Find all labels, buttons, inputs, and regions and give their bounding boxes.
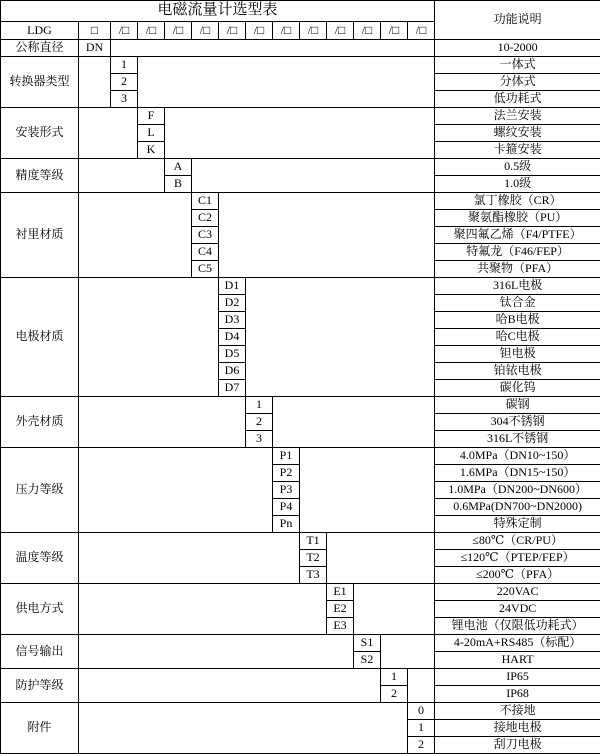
option-code: K — [138, 142, 165, 159]
option-code: D7 — [219, 380, 246, 397]
option-desc: 卡箍安装 — [435, 142, 600, 159]
model-slot: /□ — [327, 22, 354, 40]
category-label: 温度等级 — [1, 533, 79, 584]
option-code: E1 — [327, 584, 354, 601]
spacer-cell — [79, 108, 138, 159]
option-code: 1 — [111, 57, 138, 74]
option-desc: ≤120℃（PTEP/FEP） — [435, 550, 600, 567]
option-desc: 不接地 — [435, 703, 600, 720]
option-code: 2 — [246, 414, 273, 431]
option-code: C1 — [192, 193, 219, 210]
option-desc: 1.6MPa（DN15~150） — [435, 465, 600, 482]
spacer-cell — [327, 533, 435, 584]
option-desc: 1.0MPa（DN200~DN600） — [435, 482, 600, 499]
option-code: D4 — [219, 329, 246, 346]
option-desc: 哈C电极 — [435, 329, 600, 346]
option-code: D2 — [219, 295, 246, 312]
option-desc: 钛合金 — [435, 295, 600, 312]
category-label: 附件 — [1, 703, 79, 754]
model-slot: /□ — [111, 22, 138, 40]
spacer-cell — [79, 448, 273, 533]
category-label: 转换器类型 — [1, 57, 79, 108]
model-slot: /□ — [408, 22, 435, 40]
spacer-cell — [79, 703, 408, 754]
spacer-cell — [79, 669, 381, 703]
option-desc: 低功耗式 — [435, 91, 600, 108]
option-code: T2 — [300, 550, 327, 567]
option-desc: 316L电极 — [435, 278, 600, 295]
option-desc: ≤80℃（CR/PU） — [435, 533, 600, 550]
option-code: 1 — [408, 720, 435, 737]
table-title: 电磁流量计选型表 — [1, 1, 435, 22]
option-desc: 碳钢 — [435, 397, 600, 414]
option-code: D5 — [219, 346, 246, 363]
spacer-cell — [79, 278, 219, 397]
option-code: F — [138, 108, 165, 125]
option-code: 2 — [381, 686, 408, 703]
option-desc: 钽电极 — [435, 346, 600, 363]
spacer-cell — [192, 159, 435, 193]
option-desc: 0.5级 — [435, 159, 600, 176]
option-desc: 特氟龙（F46/FEP） — [435, 244, 600, 261]
spacer-cell — [354, 584, 435, 635]
option-code: 1 — [246, 397, 273, 414]
diameter-code: DN — [79, 40, 111, 57]
option-desc: 304不锈钢 — [435, 414, 600, 431]
category-label: 防护等级 — [1, 669, 79, 703]
option-code: 3 — [111, 91, 138, 108]
option-desc: 特殊定制 — [435, 516, 600, 533]
category-label: 精度等级 — [1, 159, 79, 193]
spacer-cell — [79, 57, 111, 108]
option-code: A — [165, 159, 192, 176]
spacer-cell — [165, 108, 435, 159]
model-slot: /□ — [300, 22, 327, 40]
option-code: C2 — [192, 210, 219, 227]
option-code: D1 — [219, 278, 246, 295]
option-desc: 316L不锈钢 — [435, 431, 600, 448]
option-code: 3 — [246, 431, 273, 448]
spacer-cell — [79, 397, 246, 448]
option-code: T1 — [300, 533, 327, 550]
option-code: E3 — [327, 618, 354, 635]
option-desc: 220VAC — [435, 584, 600, 601]
option-desc: 4.0MPa（DN10~150） — [435, 448, 600, 465]
option-code: D6 — [219, 363, 246, 380]
option-desc: 0.6MPa(DN700~DN2000) — [435, 499, 600, 516]
spacer-cell — [219, 193, 435, 278]
option-desc: 4-20mA+RS485（标配） — [435, 635, 600, 652]
option-code: Pn — [273, 516, 300, 533]
option-desc: 法兰安装 — [435, 108, 600, 125]
model-slot: /□ — [192, 22, 219, 40]
option-desc: 碳化钨 — [435, 380, 600, 397]
option-code: P4 — [273, 499, 300, 516]
option-desc: 螺纹安装 — [435, 125, 600, 142]
option-desc: 聚四氟乙烯（F4/PTFE） — [435, 227, 600, 244]
option-desc: 1.0级 — [435, 176, 600, 193]
option-desc: 刮刀电极 — [435, 737, 600, 754]
spacer-cell — [79, 635, 354, 669]
model-base-slot: □ — [79, 22, 111, 40]
option-desc: IP68 — [435, 686, 600, 703]
option-code: T3 — [300, 567, 327, 584]
option-code: P2 — [273, 465, 300, 482]
option-desc: 锂电池（仅限低功耗式） — [435, 618, 600, 635]
diameter-desc: 10-2000 — [435, 40, 600, 57]
spacer-cell — [300, 448, 435, 533]
spacer-cell — [408, 669, 435, 703]
model-slot: /□ — [354, 22, 381, 40]
category-label: 安装形式 — [1, 108, 79, 159]
spacer-cell — [111, 40, 435, 57]
option-desc: 哈B电极 — [435, 312, 600, 329]
option-code: S1 — [354, 635, 381, 652]
option-code: S2 — [354, 652, 381, 669]
model-slot: /□ — [138, 22, 165, 40]
function-column-header: 功能说明 — [435, 1, 600, 40]
model-slot: /□ — [219, 22, 246, 40]
spacer-cell — [79, 193, 192, 278]
option-code: C3 — [192, 227, 219, 244]
option-code: P1 — [273, 448, 300, 465]
model-slot: /□ — [246, 22, 273, 40]
option-code: C4 — [192, 244, 219, 261]
category-label: 信号输出 — [1, 635, 79, 669]
spacer-cell — [79, 533, 300, 584]
spacer-cell — [79, 584, 327, 635]
option-desc: 24VDC — [435, 601, 600, 618]
model-slot: /□ — [381, 22, 408, 40]
option-desc: IP65 — [435, 669, 600, 686]
option-code: 2 — [111, 74, 138, 91]
diameter-label: 公称直径 — [1, 40, 79, 57]
spacer-cell — [246, 278, 435, 397]
category-label: 电极材质 — [1, 278, 79, 397]
option-desc: HART — [435, 652, 600, 669]
spacer-cell — [79, 159, 165, 193]
category-label: 供电方式 — [1, 584, 79, 635]
spacer-cell — [381, 635, 435, 669]
model-prefix: LDG — [1, 22, 79, 40]
option-desc: 聚氨酯橡胶（PU） — [435, 210, 600, 227]
model-slot: /□ — [273, 22, 300, 40]
option-code: P3 — [273, 482, 300, 499]
option-code: 2 — [408, 737, 435, 754]
option-desc: ≤200℃（PFA） — [435, 567, 600, 584]
option-desc: 氯丁橡胶（CR） — [435, 193, 600, 210]
option-code: B — [165, 176, 192, 193]
category-label: 压力等级 — [1, 448, 79, 533]
option-desc: 接地电极 — [435, 720, 600, 737]
option-code: L — [138, 125, 165, 142]
option-desc: 分体式 — [435, 74, 600, 91]
spacer-cell — [273, 397, 435, 448]
option-desc: 共聚物（PFA） — [435, 261, 600, 278]
option-code: D3 — [219, 312, 246, 329]
category-label: 外壳材质 — [1, 397, 79, 448]
option-code: 0 — [408, 703, 435, 720]
option-code: 1 — [381, 669, 408, 686]
category-label: 衬里材质 — [1, 193, 79, 278]
option-desc: 一体式 — [435, 57, 600, 74]
spacer-cell — [138, 57, 435, 108]
option-code: C5 — [192, 261, 219, 278]
model-slot: /□ — [165, 22, 192, 40]
option-code: E2 — [327, 601, 354, 618]
option-desc: 铂铱电极 — [435, 363, 600, 380]
